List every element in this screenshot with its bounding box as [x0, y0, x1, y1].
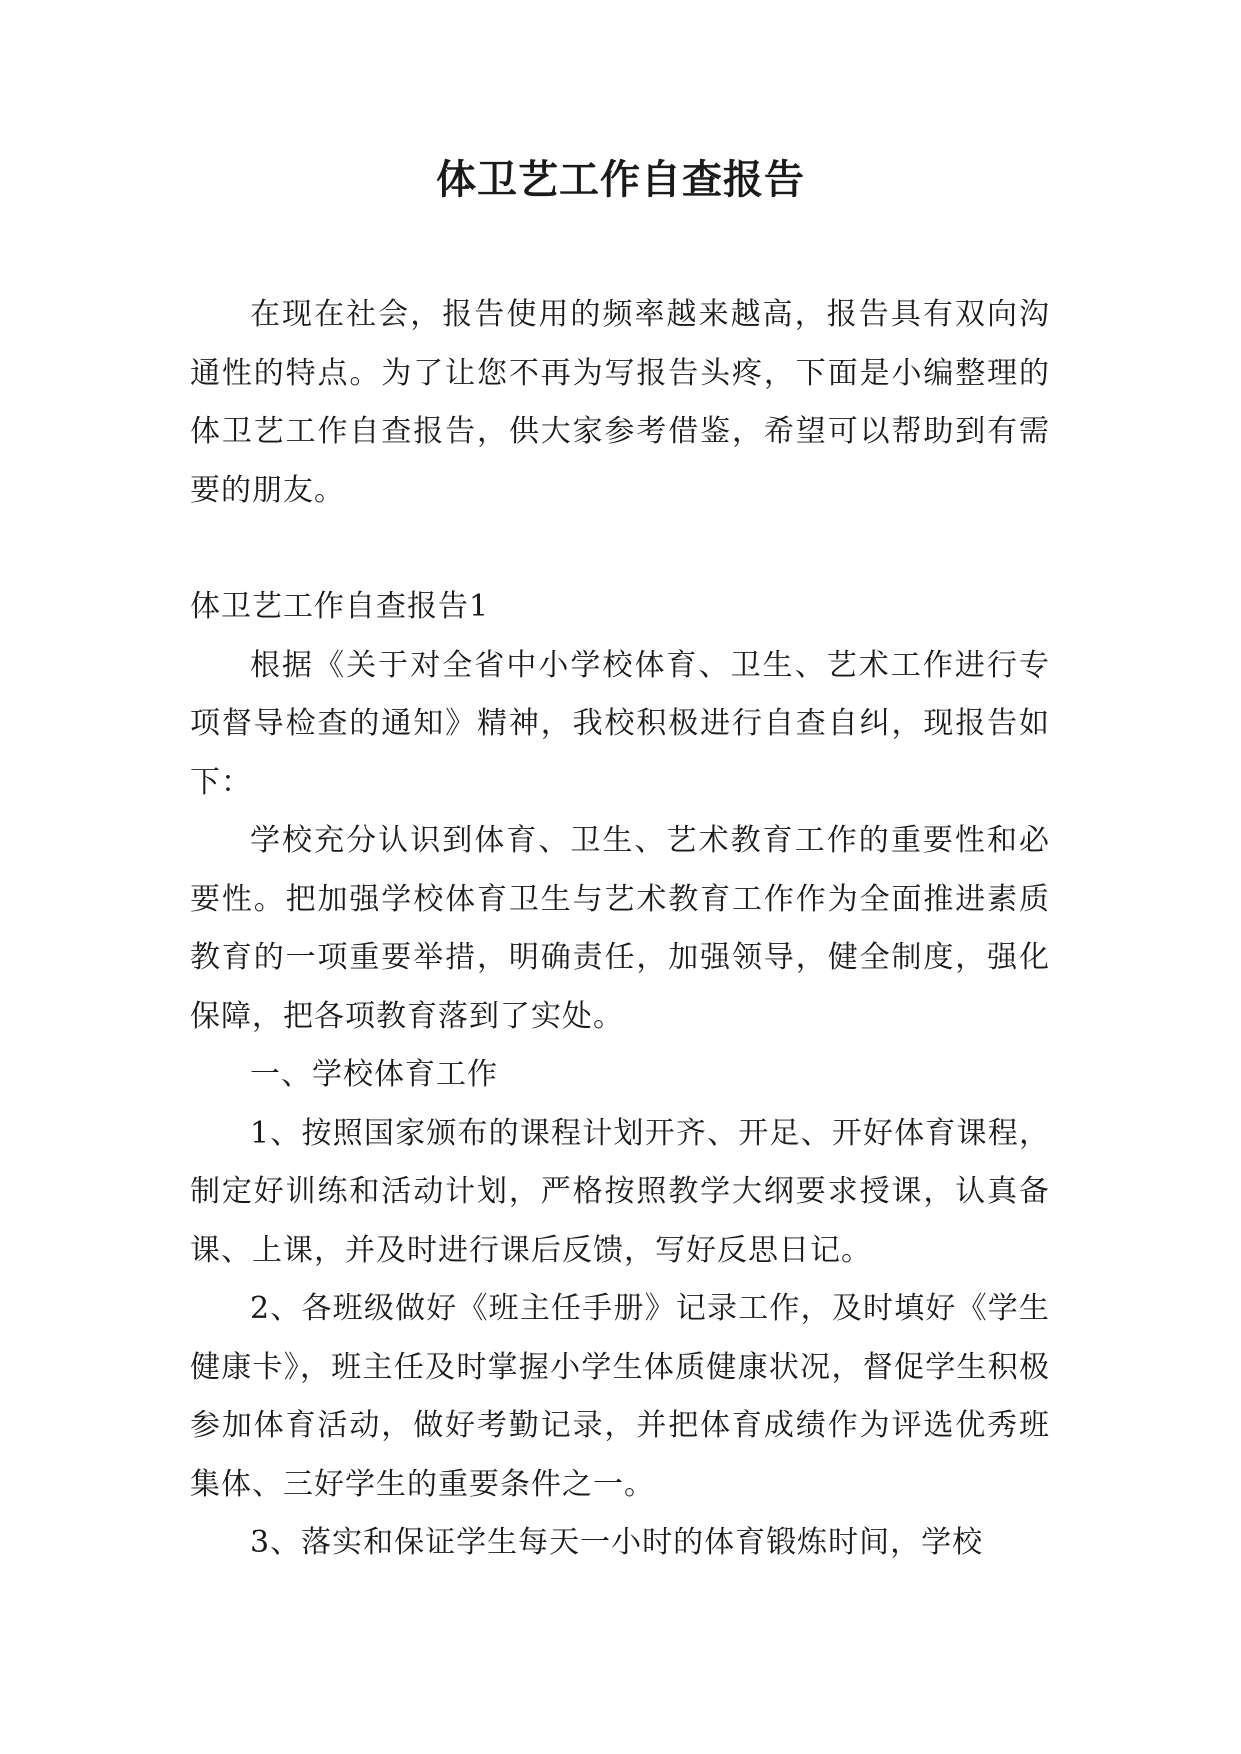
document-title: 体卫艺工作自查报告 [436, 156, 805, 203]
intro-paragraph: 在现在社会，报告使用的频率越来越高，报告具有双向沟通性的特点。为了让您不再为写报告头疼，下面是小编整理的体卫艺工作自查报告，供大家参考借鉴，希望可以帮助到有需要的朋友。 [190, 297, 1050, 508]
report-section [190, 578, 1050, 1573]
paragraph-item-2: 2、各班级做好《班主任手册》记录工作，及时填好《学生健康卡》，班主任及时掌握小学生体质健康状况，督促学生积极参加体育活动，做好考勤记录，并把体育成绩作为评选优秀班集体、三好学生的重要条件之一。 [190, 1291, 1050, 1502]
paragraph-importance: 学校充分认识到体育、卫生、艺术教育工作的重要性和必要性。把加强学校体育卫生与艺术教育工作作为全面推进素质教育的一项重要举措，明确责任，加强领导，健全制度，强化保障，把各项教育落到了实处。 [190, 823, 1050, 1034]
paragraph-intro-notice: 根据《关于对全省中小学校体育、卫生、艺术工作进行专项督导检查的通知》精神，我校积极进行自查自纠，现报告如下： [190, 647, 1050, 800]
section-heading: 体卫艺工作自查报告1 [190, 589, 490, 624]
subheading-pe-work: 一、学校体育工作 [250, 1057, 498, 1092]
intro-section [190, 286, 1050, 520]
paragraph-item-3: 3、落实和保证学生每天一小时的体育锻炼时间，学校 [250, 1525, 984, 1560]
paragraph-item-1: 1、按照国家颁布的课程计划开齐、开足、开好体育课程，制定好训练和活动计划，严格按照教学大纲要求授课，认真备课、上课，并及时进行课后反馈，写好反思日记。 [190, 1115, 1050, 1268]
